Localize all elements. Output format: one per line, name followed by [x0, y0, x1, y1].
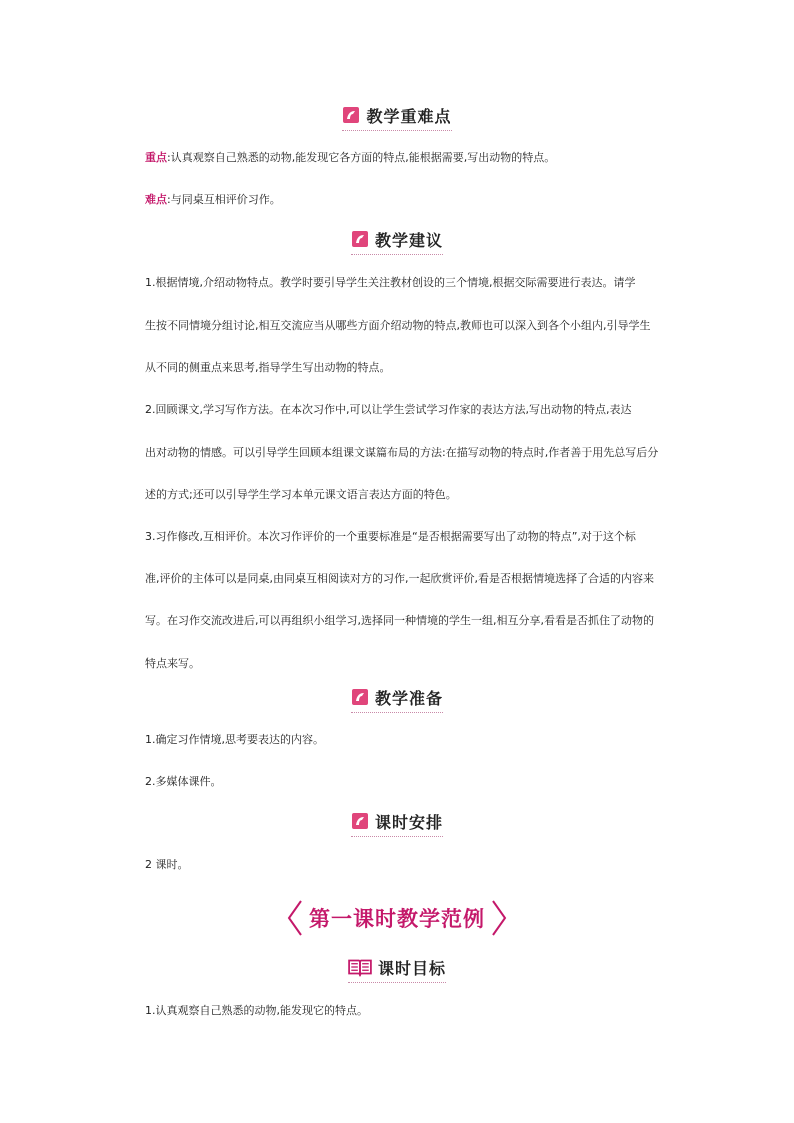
lesson-title: 第一课时教学范例: [309, 907, 485, 931]
section-title: 课时安排: [374, 812, 443, 832]
open-book-icon: [348, 957, 372, 977]
key-point-paragraph: [145, 151, 675, 165]
section-heading-preparation: [0, 686, 794, 712]
section-heading-objective: [0, 956, 794, 982]
bookmark-icon: [342, 106, 360, 124]
objective-line: 1.认真观察自己熟悉的动物,能发现它的特点。: [145, 1004, 368, 1017]
section-title: 课时目标: [377, 958, 446, 978]
right-angle-bracket-icon: [489, 898, 511, 938]
hard-point-label: 难点: [145, 193, 167, 206]
section-heading-suggestion: [0, 228, 794, 254]
lesson-banner: [0, 898, 794, 938]
section-title: 教学重难点: [366, 106, 452, 126]
preparation-line: 2.多媒体课件。: [145, 775, 222, 788]
schedule-text: 2 课时。: [145, 858, 189, 871]
suggestion-line: 从不同的侧重点来思考,指导学生写出动物的特点。: [145, 361, 391, 374]
suggestion-line: 准,评价的主体可以是同桌,由同桌互相阅读对方的习作,一起欣赏评价,看是否根据情境选择了合适的内容来: [145, 572, 654, 585]
section-title: 教学建议: [374, 230, 443, 250]
section-heading-difficulty: [0, 104, 794, 130]
preparation-line: 1.确定习作情境,思考要表达的内容。: [145, 733, 324, 746]
suggestion-line: 生按不同情境分组讨论,相互交流应当从哪些方面介绍动物的特点,教师也可以深入到各个小组内,引导学生: [145, 319, 651, 332]
bookmark-icon: [351, 230, 369, 248]
suggestion-line: 1.根据情境,介绍动物特点。教学时要引导学生关注教材创设的三个情境,根据交际需要进行表达。请学: [145, 276, 636, 289]
suggestion-line: 2.回顾课文,学习写作方法。在本次习作中,可以让学生尝试学习作家的表达方法,写出动物的特点,表达: [145, 403, 632, 416]
suggestion-line: 写。在习作交流改进后,可以再组织小组学习,选择同一种情境的学生一组,相互分享,看看是否抓住了动物的: [145, 614, 654, 627]
section-title: 教学准备: [374, 688, 443, 708]
hard-point-text: :与同桌互相评价习作。: [167, 193, 281, 206]
bookmark-icon: [351, 812, 369, 830]
key-point-label: 重点: [145, 151, 167, 164]
suggestion-line: 出对动物的情感。可以引导学生回顾本组课文谋篇布局的方法:在描写动物的特点时,作者善于用先总写后分: [145, 446, 659, 459]
suggestion-line: 特点来写。: [145, 657, 200, 670]
suggestion-line: 述的方式;还可以引导学生学习本单元课文语言表达方面的特色。: [145, 488, 457, 501]
key-point-text: :认真观察自己熟悉的动物,能发现它各方面的特点,能根据需要,写出动物的特点。: [167, 151, 556, 164]
left-angle-bracket-icon: [283, 898, 305, 938]
suggestion-line: 3.习作修改,互相评价。本次习作评价的一个重要标准是“是否根据需要写出了动物的特点”,对于这个标: [145, 530, 636, 543]
bookmark-icon: [351, 688, 369, 706]
hard-point-paragraph: [145, 193, 675, 207]
section-heading-schedule: [0, 810, 794, 836]
